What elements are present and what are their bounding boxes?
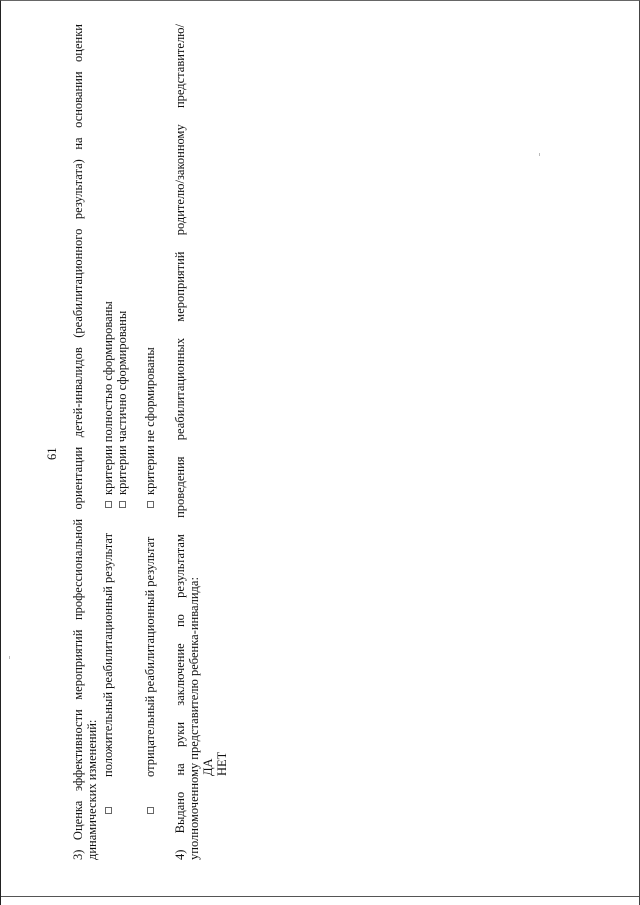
option-negative-label: отрицательный реабилитационный результат (143, 536, 157, 777)
option-positive-label: положительный реабилитационный результат (101, 532, 115, 777)
checkbox-positive[interactable] (105, 807, 112, 814)
criteria-full-label: критерии полностью сформированы (101, 301, 115, 495)
criteria-partial-label: критерии частично сформированы (115, 310, 129, 495)
criteria-none-label: критерии не сформированы (143, 347, 157, 495)
checkbox-criteria-partial[interactable] (119, 501, 126, 508)
checkbox-criteria-full[interactable] (105, 501, 112, 508)
section3-line2: динамических изменений: (85, 719, 99, 860)
checkbox-criteria-none[interactable] (147, 501, 154, 508)
criteria-none[interactable] (143, 347, 157, 508)
checkbox-negative[interactable] (147, 807, 154, 814)
answer-yes: ДА (201, 758, 215, 776)
page-number: 61 (45, 447, 59, 460)
criteria-partial[interactable] (115, 311, 129, 508)
section3-line1: 3) Оценка эффективности мероприятий профессиональной ориентации детей-инвалидов (реабилитационного результата) на основании оценки (71, 24, 85, 860)
criteria-full[interactable] (101, 301, 115, 508)
answer-no: НЕТ (215, 751, 229, 776)
rotated-content (1, 1, 640, 905)
section4-line2: уполномоченному представителю ребенка-инвалида: (187, 577, 201, 860)
option-negative[interactable] (143, 537, 157, 814)
section4-line1: 4) Выдано на руки заключение по результатам проведения реабилитационных мероприятий родителю/законному представителю/ (173, 24, 187, 860)
option-positive[interactable] (101, 533, 115, 814)
